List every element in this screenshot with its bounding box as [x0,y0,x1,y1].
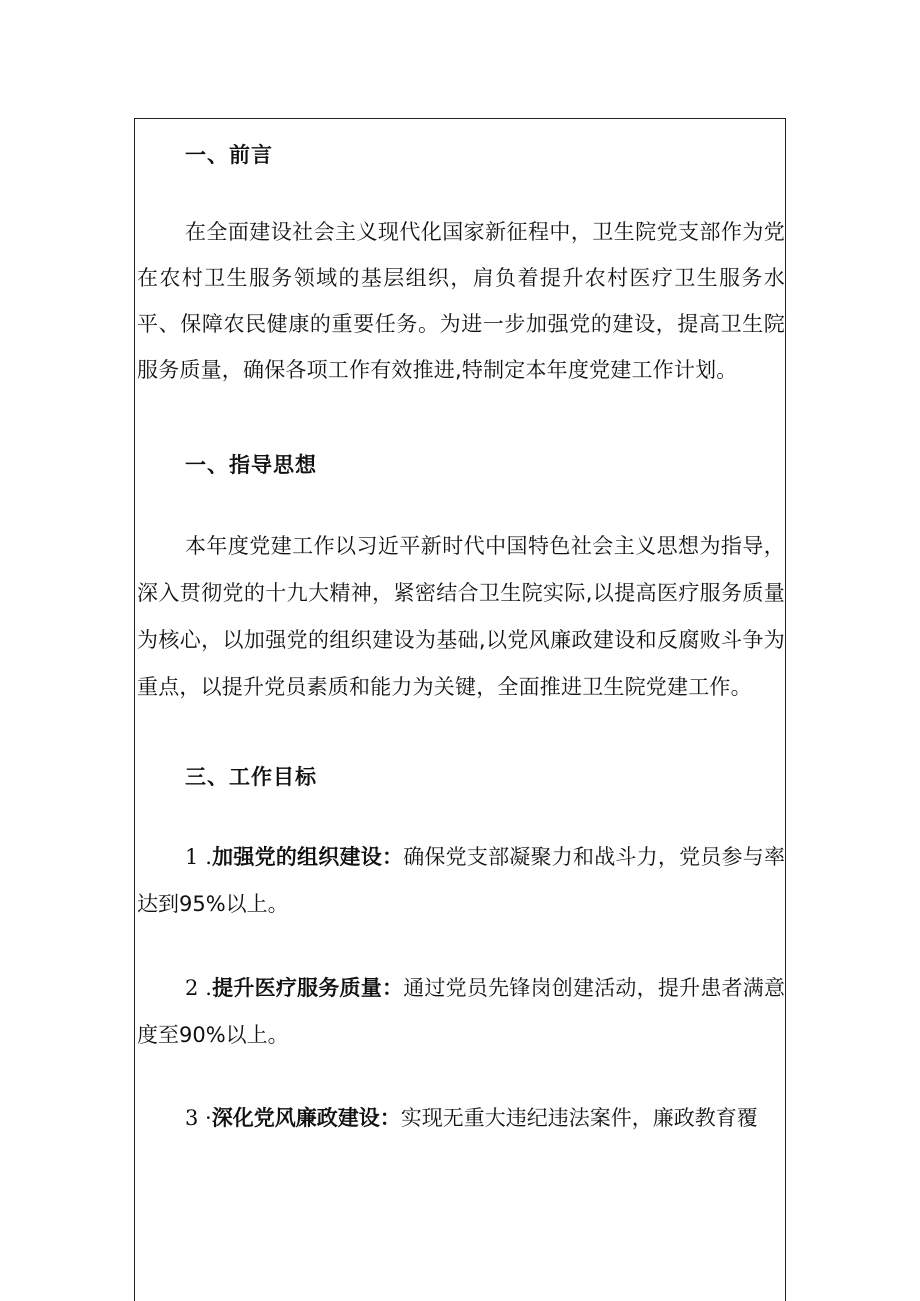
goal-item [137,965,785,1059]
section-heading-preface: 一、前言 [185,143,273,167]
guiding-ideology-paragraph: 本年度党建工作以习近平新时代中国特色社会主义思想为指导，深入贯彻党的十九大精神，紧密结合卫生院实际,以提高医疗服务质量为核心，以加强党的组织建设为基础,以党风廉政建设和反腐败斗争为重点，以提升党员素质和能力为关键，全面推进卫生院党建工作。 [137,534,785,699]
goal-text: 通过党员先锋岗创建活动，提升患者满意度至90%以上。 [137,976,785,1047]
goal-item [137,834,785,928]
goal-number: 2 . [185,976,212,1000]
goal-title: 深化党风廉政建设： [211,1106,401,1130]
section-heading-guiding-ideology: 一、指导思想 [185,453,317,477]
section-heading-work-goals: 三、工作目标 [185,765,317,789]
document-frame [134,118,786,1301]
preface-paragraph: 在全面建设社会主义现代化国家新征程中，卫生院党支部作为党在农村卫生服务领域的基层组织，肩负着提升农村医疗卫生服务水平、保障农民健康的重要任务。为进一步加强党的建设，提高卫生院服务质量，确保各项工作有效推进,特制定本年度党建工作计划。 [137,220,785,382]
goal-number: 3 · [185,1106,212,1130]
goal-item [137,1095,785,1142]
goal-number: 1 . [185,845,212,869]
goal-text: 确保党支部凝聚力和战斗力，党员参与率达到95%以上。 [137,845,785,916]
goal-title: 加强党的组织建设： [211,845,404,869]
goal-title: 提升医疗服务质量： [211,976,404,1000]
goal-text: 实现无重大违纪违法案件，廉政教育覆 [400,1106,758,1130]
